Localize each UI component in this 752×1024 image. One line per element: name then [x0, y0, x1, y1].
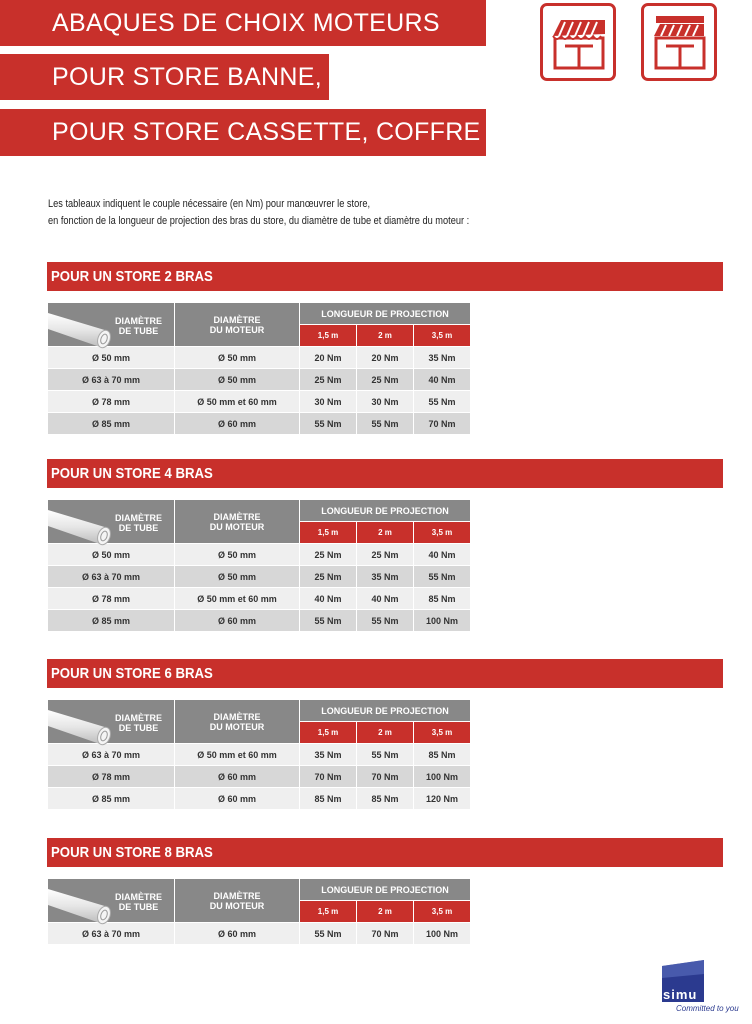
header-motor-diameter [175, 700, 300, 744]
table-row [48, 744, 471, 766]
cell-tube-diameter: Ø 85 mm [48, 413, 175, 435]
header-tube-line2: DE TUBE [118, 523, 159, 533]
cell-tube-diameter: Ø 78 mm [48, 766, 175, 788]
section-title-text: POUR UN STORE 4 BRAS [51, 465, 213, 482]
cell-torque-3-5m: 55 Nm [414, 391, 471, 413]
torque-table [47, 302, 471, 435]
header-motor-line1: DIAMÈTRE [213, 511, 261, 522]
cell-torque-2m: 55 Nm [357, 413, 414, 435]
table-row [48, 588, 471, 610]
torque-table [47, 699, 471, 810]
header-length-3: 3,5 m [414, 325, 471, 347]
torque-table [47, 499, 471, 632]
cell-torque-3-5m: 100 Nm [414, 766, 471, 788]
header-projection: LONGUEUR DE PROJECTION [300, 879, 471, 901]
cell-tube-diameter: Ø 50 mm [48, 347, 175, 369]
cell-motor-diameter: Ø 50 mm [175, 369, 300, 391]
header-length-2: 2 m [357, 522, 414, 544]
header-motor-line1: DIAMÈTRE [213, 711, 261, 722]
header-tube-line1: DIAMÈTRE [115, 316, 162, 326]
header-length-1: 1,5 m [300, 901, 357, 923]
header-tube-diameter [48, 700, 175, 744]
cell-torque-1-5m: 25 Nm [300, 369, 357, 391]
header-tube-line2: DE TUBE [118, 902, 159, 912]
cell-tube-diameter: Ø 63 à 70 mm [48, 744, 175, 766]
cell-torque-3-5m: 85 Nm [414, 588, 471, 610]
header-length-1: 1,5 m [300, 325, 357, 347]
header-motor-diameter [175, 500, 300, 544]
header-motor-line1: DIAMÈTRE [213, 890, 261, 901]
cell-torque-1-5m: 30 Nm [300, 391, 357, 413]
header-motor-diameter [175, 879, 300, 923]
cell-motor-diameter: Ø 60 mm [175, 413, 300, 435]
cell-motor-diameter: Ø 50 mm et 60 mm [175, 391, 300, 413]
cell-torque-3-5m: 100 Nm [414, 923, 471, 945]
header-motor-line2: DU MOTEUR [209, 900, 265, 911]
table-row [48, 391, 471, 413]
cell-motor-diameter: Ø 60 mm [175, 766, 300, 788]
header-tube-diameter [48, 303, 175, 347]
section-title [47, 838, 723, 867]
header-tube-line2: DE TUBE [118, 723, 159, 733]
header-length-1: 1,5 m [300, 722, 357, 744]
cell-torque-1-5m: 85 Nm [300, 788, 357, 810]
cassette-awning-icon [641, 3, 717, 81]
cell-torque-2m: 40 Nm [357, 588, 414, 610]
cell-motor-diameter: Ø 50 mm [175, 566, 300, 588]
table-row [48, 347, 471, 369]
cell-torque-1-5m: 55 Nm [300, 923, 357, 945]
table-row [48, 766, 471, 788]
cell-torque-3-5m: 85 Nm [414, 744, 471, 766]
cell-torque-2m: 85 Nm [357, 788, 414, 810]
header-length-3: 3,5 m [414, 522, 471, 544]
intro-line-1: Les tableaux indiquent le couple nécessaire (en Nm) pour manœuvrer le store, [48, 198, 371, 210]
cell-torque-2m: 25 Nm [357, 544, 414, 566]
cell-torque-2m: 55 Nm [357, 610, 414, 632]
table-row [48, 369, 471, 391]
cell-tube-diameter: Ø 78 mm [48, 588, 175, 610]
header-tube-line2: DE TUBE [118, 326, 159, 336]
intro-text [48, 196, 469, 230]
cell-motor-diameter: Ø 50 mm [175, 347, 300, 369]
brand-tagline: Committed to you [676, 1004, 739, 1013]
header-motor-diameter [175, 303, 300, 347]
cell-torque-3-5m: 40 Nm [414, 369, 471, 391]
cell-motor-diameter: Ø 60 mm [175, 610, 300, 632]
cell-motor-diameter: Ø 60 mm [175, 923, 300, 945]
cell-torque-2m: 70 Nm [357, 766, 414, 788]
header-length-2: 2 m [357, 901, 414, 923]
cell-torque-2m: 35 Nm [357, 566, 414, 588]
cell-motor-diameter: Ø 60 mm [175, 788, 300, 810]
table-row [48, 544, 471, 566]
cell-motor-diameter: Ø 50 mm [175, 544, 300, 566]
cell-torque-3-5m: 40 Nm [414, 544, 471, 566]
header-length-2: 2 m [357, 722, 414, 744]
cell-tube-diameter: Ø 63 à 70 mm [48, 566, 175, 588]
header-length-3: 3,5 m [414, 901, 471, 923]
cell-torque-2m: 25 Nm [357, 369, 414, 391]
header-projection: LONGUEUR DE PROJECTION [300, 700, 471, 722]
intro-line-2: en fonction de la longueur de projection des bras du store, du diamètre de tube et diamètre du moteur : [48, 215, 470, 227]
cell-torque-2m: 30 Nm [357, 391, 414, 413]
cell-motor-diameter: Ø 50 mm et 60 mm [175, 588, 300, 610]
cell-motor-diameter: Ø 50 mm et 60 mm [175, 744, 300, 766]
header-projection: LONGUEUR DE PROJECTION [300, 303, 471, 325]
table-row [48, 788, 471, 810]
title-line-3: POUR STORE CASSETTE, COFFRE [0, 109, 486, 156]
cell-tube-diameter: Ø 85 mm [48, 788, 175, 810]
cell-torque-1-5m: 40 Nm [300, 588, 357, 610]
cell-torque-1-5m: 20 Nm [300, 347, 357, 369]
cell-torque-3-5m: 35 Nm [414, 347, 471, 369]
header-length-1: 1,5 m [300, 522, 357, 544]
cell-torque-1-5m: 55 Nm [300, 413, 357, 435]
header-projection: LONGUEUR DE PROJECTION [300, 500, 471, 522]
cell-torque-1-5m: 25 Nm [300, 566, 357, 588]
section-title-text: POUR UN STORE 2 BRAS [51, 268, 213, 285]
cell-torque-3-5m: 100 Nm [414, 610, 471, 632]
header-tube-line1: DIAMÈTRE [115, 892, 162, 902]
cell-tube-diameter: Ø 50 mm [48, 544, 175, 566]
cell-torque-3-5m: 120 Nm [414, 788, 471, 810]
header-tube-diameter [48, 879, 175, 923]
section-title [47, 659, 723, 688]
header-tube-diameter [48, 500, 175, 544]
section-title [47, 459, 723, 488]
cell-torque-3-5m: 55 Nm [414, 566, 471, 588]
section-title-text: POUR UN STORE 6 BRAS [51, 665, 213, 682]
cell-torque-1-5m: 25 Nm [300, 544, 357, 566]
cell-tube-diameter: Ø 85 mm [48, 610, 175, 632]
title-line-1: ABAQUES DE CHOIX MOTEURS [0, 0, 486, 46]
cell-tube-diameter: Ø 63 à 70 mm [48, 923, 175, 945]
cell-tube-diameter: Ø 78 mm [48, 391, 175, 413]
cell-torque-2m: 20 Nm [357, 347, 414, 369]
awning-icon [540, 3, 616, 81]
cell-torque-1-5m: 55 Nm [300, 610, 357, 632]
header-tube-line1: DIAMÈTRE [115, 713, 162, 723]
header-motor-line2: DU MOTEUR [209, 521, 265, 532]
table-row [48, 610, 471, 632]
section-title [47, 262, 723, 291]
header-motor-line2: DU MOTEUR [209, 721, 265, 732]
cell-torque-3-5m: 70 Nm [414, 413, 471, 435]
torque-table [47, 878, 471, 945]
header-motor-line2: DU MOTEUR [209, 324, 265, 335]
header-length-3: 3,5 m [414, 722, 471, 744]
cell-tube-diameter: Ø 63 à 70 mm [48, 369, 175, 391]
header-length-2: 2 m [357, 325, 414, 347]
cell-torque-1-5m: 70 Nm [300, 766, 357, 788]
cell-torque-2m: 55 Nm [357, 744, 414, 766]
section-title-text: POUR UN STORE 8 BRAS [51, 844, 213, 861]
header-tube-line1: DIAMÈTRE [115, 513, 162, 523]
title-line-2: POUR STORE BANNE, [0, 54, 329, 100]
cell-torque-2m: 70 Nm [357, 923, 414, 945]
table-row [48, 566, 471, 588]
cell-torque-1-5m: 35 Nm [300, 744, 357, 766]
brand-name: simu [663, 987, 698, 1002]
table-row [48, 413, 471, 435]
header-motor-line1: DIAMÈTRE [213, 314, 261, 325]
table-row [48, 923, 471, 945]
